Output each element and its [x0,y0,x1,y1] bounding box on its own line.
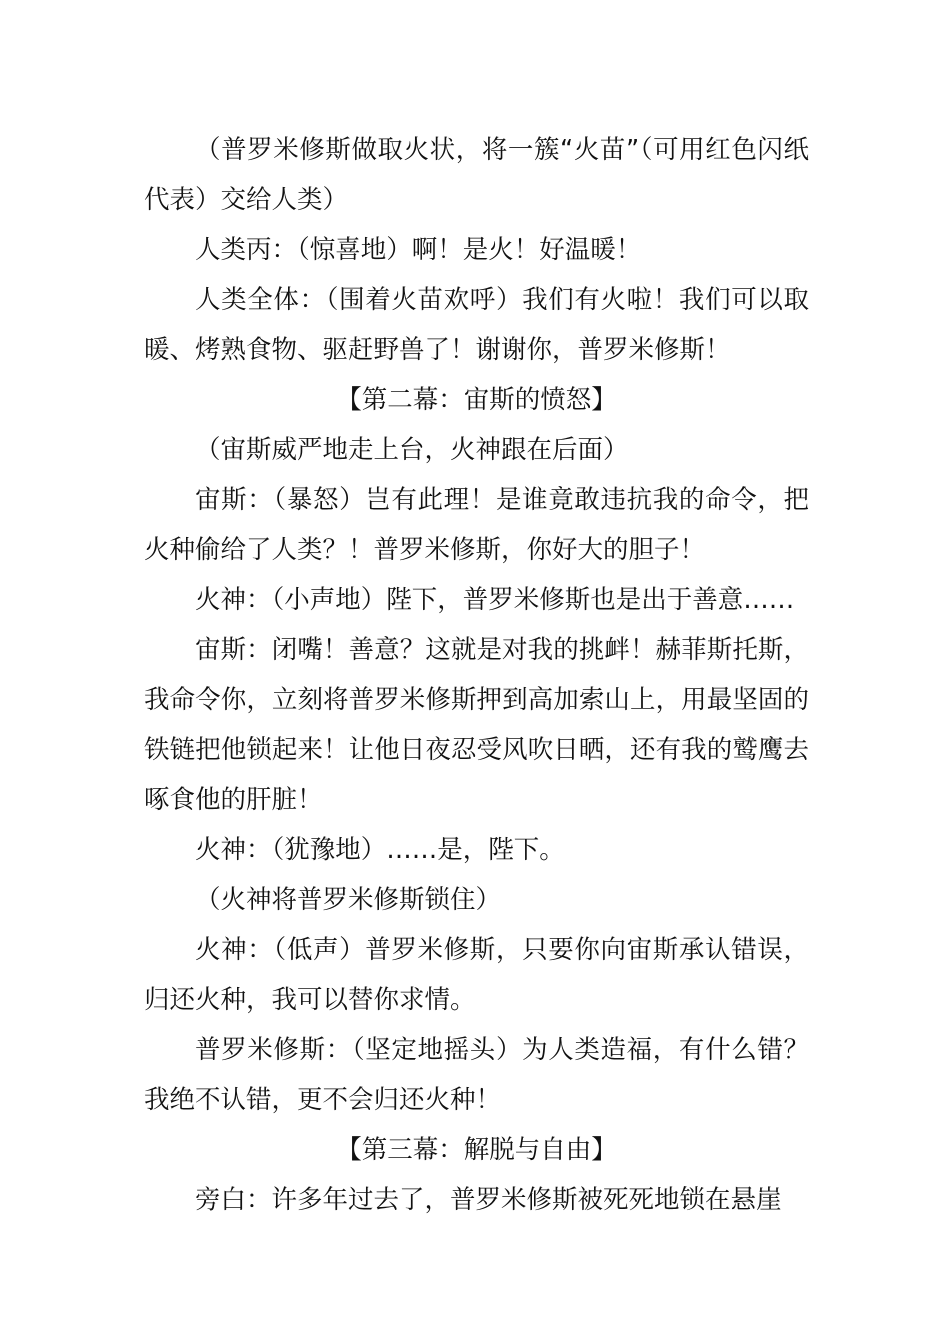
dialogue-human-c: 人类丙：（惊喜地）啊！是火！好温暖！ [195,235,642,265]
stage-direction-fire-gift: （普罗米修斯做取火状，将一簇“火苗”（可用红色闪纸代表）交给人类） [144,135,809,215]
dialogue-fire-god-offer: 火神：（低声）普罗米修斯，只要你向宙斯承认错误，归还火种，我可以替你求情。 [144,935,809,1015]
dialogue-fire-god-obey: 火神：（犹豫地）……是，陛下。 [195,835,565,865]
stage-direction-chaining: （火神将普罗米修斯锁住） [195,885,502,915]
act-three-heading: 【第三幕：解脱与自由】 [336,1135,617,1165]
script-text-block [144,125,809,1225]
dialogue-prometheus-refusal: 普罗米修斯：（坚定地摇头）为人类造福，有什么错？我绝不认错，更不会归还火种！ [144,1035,809,1115]
dialogue-all-humans: 人类全体：（围着火苗欢呼）我们有火啦！我们可以取暖、烤熟食物、驱赶野兽了！谢谢你，普罗米修斯！ [144,285,809,365]
act-two-heading: 【第二幕：宙斯的愤怒】 [336,385,617,415]
dialogue-fire-god-plea: 火神：（小声地）陛下，普罗米修斯也是出于善意…… [195,585,795,615]
dialogue-zeus-command: 宙斯：闭嘴！善意？这就是对我的挑衅！赫菲斯托斯，我命令你，立刻将普罗米修斯押到高加索山上，用最坚固的铁链把他锁起来！让他日夜忍受风吹日晒，还有我的鹫鹰去啄食他的肝脏！ [144,635,809,815]
dialogue-zeus-anger: 宙斯：（暴怒）岂有此理！是谁竟敢违抗我的命令，把火种偷给了人类？！普罗米修斯，你好大的胆子！ [144,485,809,565]
stage-direction-zeus-enters: （宙斯威严地走上台，火神跟在后面） [195,435,629,465]
narration-years-pass: 旁白：许多年过去了，普罗米修斯被死死地锁在悬崖 [195,1185,782,1215]
